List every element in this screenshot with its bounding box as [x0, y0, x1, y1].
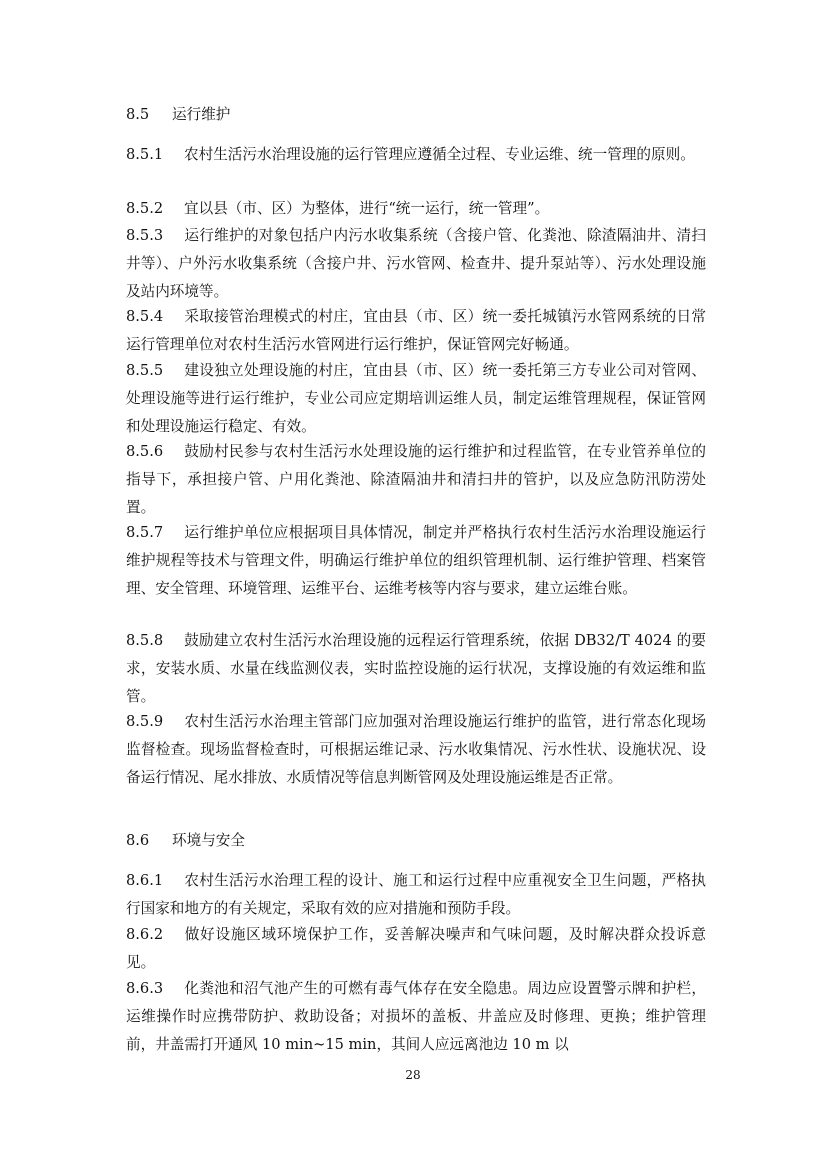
clause-number: 8.5.4 — [126, 308, 164, 325]
clause-text: 采取接管治理模式的村庄，宜由县（市、区）统一委托城镇污水管网系统的日常运行管理单位对农村生活污水管网进行运行维护，保证管网完好畅通。 — [126, 308, 706, 353]
clause-number: 8.5.3 — [126, 227, 164, 244]
clause-8-6-3 — [126, 975, 706, 1059]
clause-number: 8.5.2 — [126, 200, 164, 217]
section-number: 8.5 — [126, 106, 150, 123]
clause-8-5-6 — [126, 438, 706, 522]
clause-number: 8.5.8 — [126, 632, 164, 649]
clause-8-6-2 — [126, 921, 706, 977]
clause-text: 建设独立处理设施的村庄，宜由县（市、区）统一委托第三方专业公司对管网、处理设施等进行运行维护，专业公司应定期培训运维人员，制定运维管理规程，保证管网和处理设施运行稳定、有效。 — [126, 362, 706, 435]
clause-8-5-5 — [126, 357, 706, 441]
clause-text: 农村生活污水治理工程的设计、施工和运行过程中应重视安全卫生问题，严格执行国家和地方的有关规定，采取有效的应对措施和预防手段。 — [126, 872, 706, 917]
section-number: 8.6 — [126, 832, 150, 849]
clause-8-5-3 — [126, 222, 706, 306]
clause-text: 鼓励建立农村生活污水治理设施的远程运行管理系统，依据 DB32/T 4024 的要求，安装水质、水量在线监测仪表，实时监控设施的运行状况，支撑设施的有效运维和监管。 — [126, 632, 706, 705]
clause-number: 8.5.6 — [126, 443, 164, 460]
clause-number: 8.5.1 — [126, 146, 164, 163]
section-heading-8-6 — [126, 827, 706, 855]
clause-text: 农村生活污水治理主管部门应加强对治理设施运行维护的监管，进行常态化现场监督检查。现场监督检查时，可根据运维记录、污水收集情况、污水性状、设施状况、设备运行情况、尾水排放、水质情况等信息判断管网及处理设施运维是否正常。 — [126, 713, 706, 786]
clause-number: 8.6.2 — [126, 926, 164, 943]
clause-text: 宜以县（市、区）为整体，进行“统一运行，统一管理”。 — [184, 200, 550, 217]
clause-8-5-2 — [126, 195, 706, 223]
section-heading-8-5 — [126, 101, 706, 129]
clause-8-5-9 — [126, 708, 706, 792]
clause-number: 8.5.5 — [126, 362, 164, 379]
clause-text: 运行维护单位应根据项目具体情况，制定并严格执行农村生活污水治理设施运行维护规程等技术与管理文件，明确运行维护单位的组织管理机制、运行维护管理、档案管理、安全管理、环境管理、运维平台、运维考核等内容与要求，建立运维台账。 — [126, 524, 706, 597]
clause-number: 8.5.9 — [126, 713, 164, 730]
section-title: 环境与安全 — [172, 832, 245, 849]
clause-8-5-4 — [126, 303, 706, 359]
page-number: 28 — [405, 1068, 421, 1082]
clause-number: 8.6.1 — [126, 872, 164, 889]
clause-text: 鼓励村民参与农村生活污水处理设施的运行维护和过程监管，在专业管养单位的指导下，承担接户管、户用化粪池、除渣隔油井和清扫井的管护，以及应急防汛防涝处置。 — [126, 443, 706, 516]
clause-text: 运行维护的对象包括户内污水收集系统（含接户管、化粪池、除渣隔油井、清扫井等）、户外污水收集系统（含接户井、污水管网、检查井、提升泵站等）、污水处理设施及站内环境等。 — [126, 227, 706, 300]
clause-number: 8.6.3 — [126, 980, 164, 997]
clause-text: 做好设施区域环境保护工作，妥善解决噪声和气味问题，及时解决群众投诉意见。 — [126, 926, 706, 971]
clause-8-5-1 — [126, 141, 706, 169]
clause-8-5-7 — [126, 519, 706, 603]
section-title: 运行维护 — [172, 106, 231, 123]
clause-8-6-1 — [126, 867, 706, 923]
clause-text: 化粪池和沼气池产生的可燃有毒气体存在安全隐患。周边应设置警示牌和护栏，运维操作时应携带防护、救助设备；对损坏的盖板、井盖应及时修理、更换；维护管理前，井盖需打开通风 10 min~15 min，其间人应远离池边 10 m 以 — [126, 980, 706, 1053]
clause-text: 农村生活污水治理设施的运行管理应遵循全过程、专业运维、统一管理的原则。 — [184, 146, 695, 163]
clause-8-5-8 — [126, 627, 706, 711]
clause-number: 8.5.7 — [126, 524, 164, 541]
